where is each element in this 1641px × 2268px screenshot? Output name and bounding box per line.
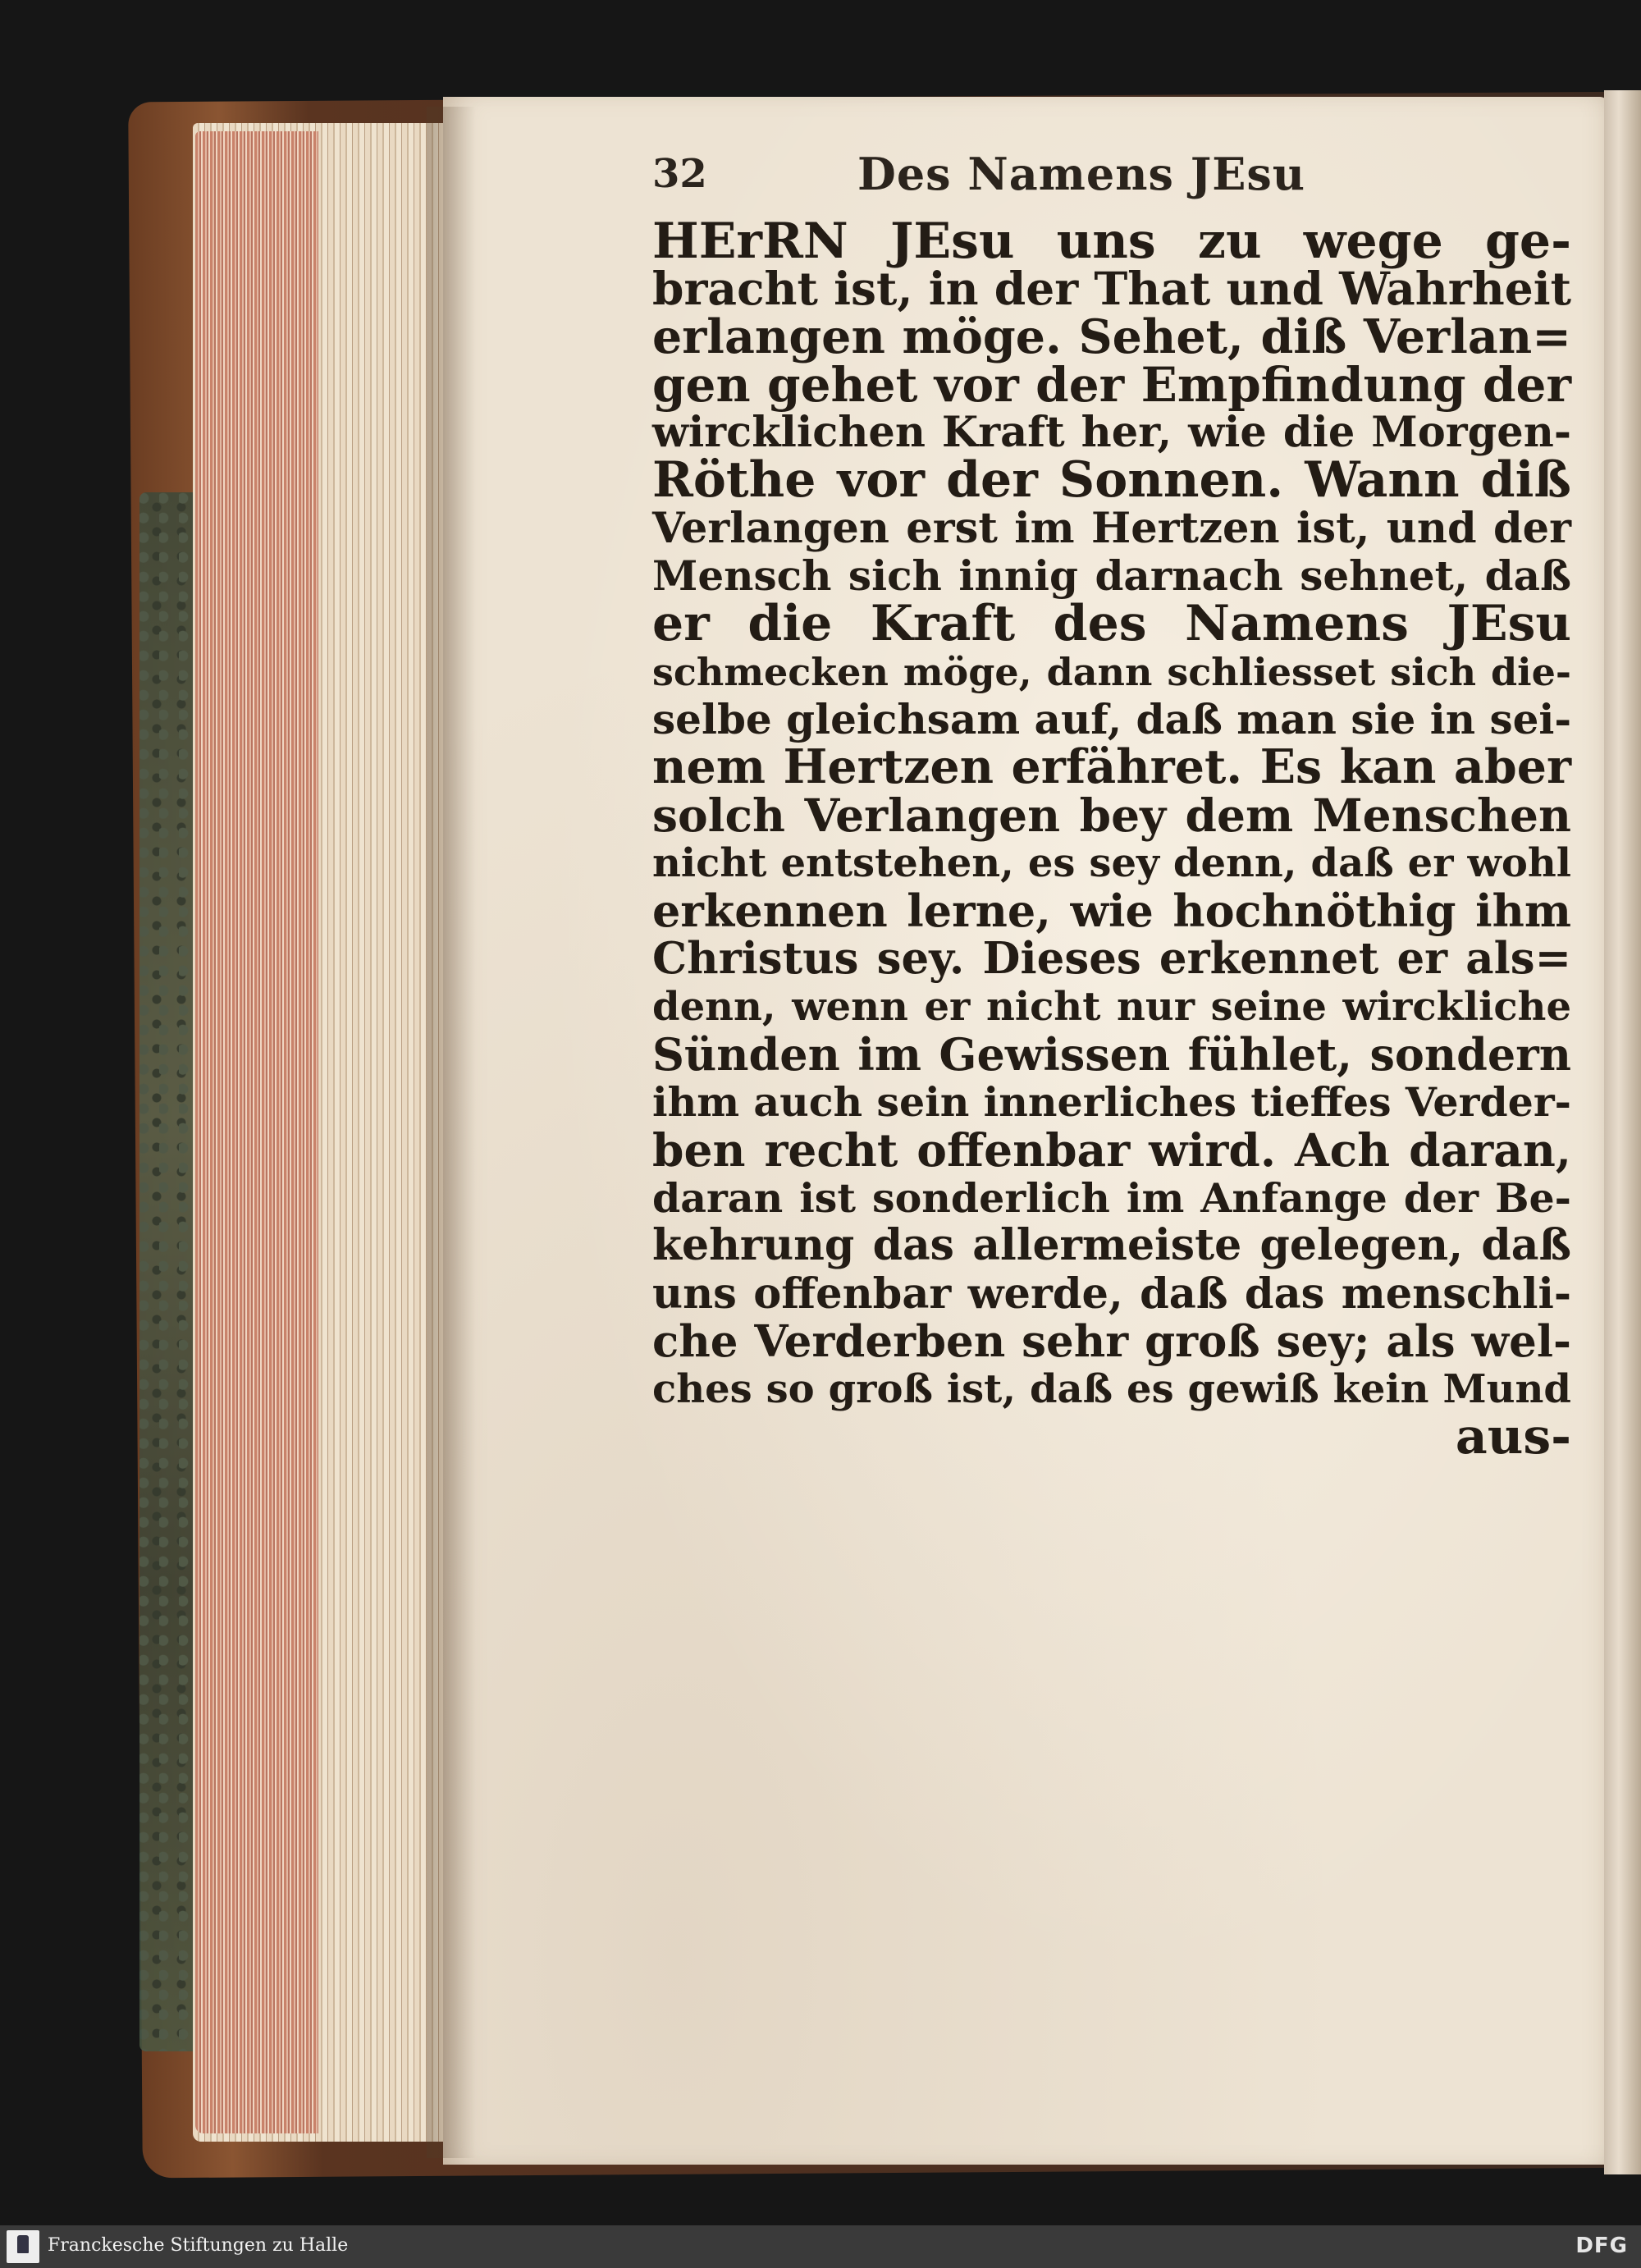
text-line: Sünden im Gewissen fühlet, sondern [652, 1028, 1571, 1081]
text-line: aus- [1455, 1408, 1571, 1466]
text-line: erlangen möge. Sehet, diß Verlan= [652, 309, 1571, 364]
text-line: ihm auch sein innerliches tieffes Verder- [652, 1078, 1571, 1127]
gutter-shadow [427, 107, 476, 2158]
text-line: uns offenbar werde, daß das menschli- [652, 1269, 1571, 1319]
text-line: nem Hertzen erfähret. Es kan aber [652, 739, 1571, 795]
text-line: daran ist sonderlich im Anfange der Be- [652, 1173, 1571, 1222]
text-line: erkennen lerne, wie hochnöthig ihm [652, 885, 1571, 938]
text-line: kehrung das allermeiste gelegen, daß [652, 1220, 1571, 1271]
text-line: nicht entstehen, es sey denn, daß er wohl [652, 839, 1571, 886]
text-line: schmecken möge, dann schliesset sich die- [652, 649, 1571, 694]
facing-page-edge [1604, 90, 1641, 2174]
running-head: Des Namens JEsu [857, 148, 1306, 200]
text-line: Mensch sich innig darnach sehnet, daß [652, 551, 1571, 601]
text-line: bracht ist, in der That und Wahrheit [652, 262, 1571, 316]
body-text [652, 213, 1572, 1466]
page-header [652, 148, 1571, 213]
text-line: Verlangen erst im Hertzen ist, und der [652, 503, 1571, 553]
text-line: HErRN JEsu uns zu wege ge- [652, 213, 1571, 270]
text-line: wircklichen Kraft her, wie die Morgen- [652, 408, 1571, 458]
red-page-edges [195, 131, 318, 2133]
text-line: er die Kraft des Namens JEsu [652, 595, 1571, 653]
institution-label: Franckesche Stiftungen zu Halle [48, 2235, 349, 2256]
text-line: Röthe vor der Sonnen. Wann diß [652, 451, 1571, 510]
text-line: solch Verlangen bey dem Menschen [652, 788, 1571, 842]
text-line: che Verderben sehr groß sey; als wel- [652, 1315, 1571, 1367]
page-number: 32 [652, 151, 707, 197]
text-line: ches so groß ist, daß es gewiß kein Mund [652, 1366, 1571, 1413]
dfg-logo: DFG [1575, 2234, 1628, 2258]
footer-bar [0, 2225, 1641, 2268]
text-line: denn, wenn er nicht nur seine wirckliche [652, 983, 1571, 1030]
institution-logo-icon [7, 2230, 39, 2263]
text-line: gen gehet vor der Empfindung der [652, 356, 1571, 413]
text-line: ben recht offenbar wird. Ach daran, [652, 1123, 1571, 1177]
text-line: selbe gleichsam auf, daß man sie in sei- [652, 694, 1572, 743]
text-line: Christus sey. Dieses erkennet er als= [652, 933, 1571, 985]
